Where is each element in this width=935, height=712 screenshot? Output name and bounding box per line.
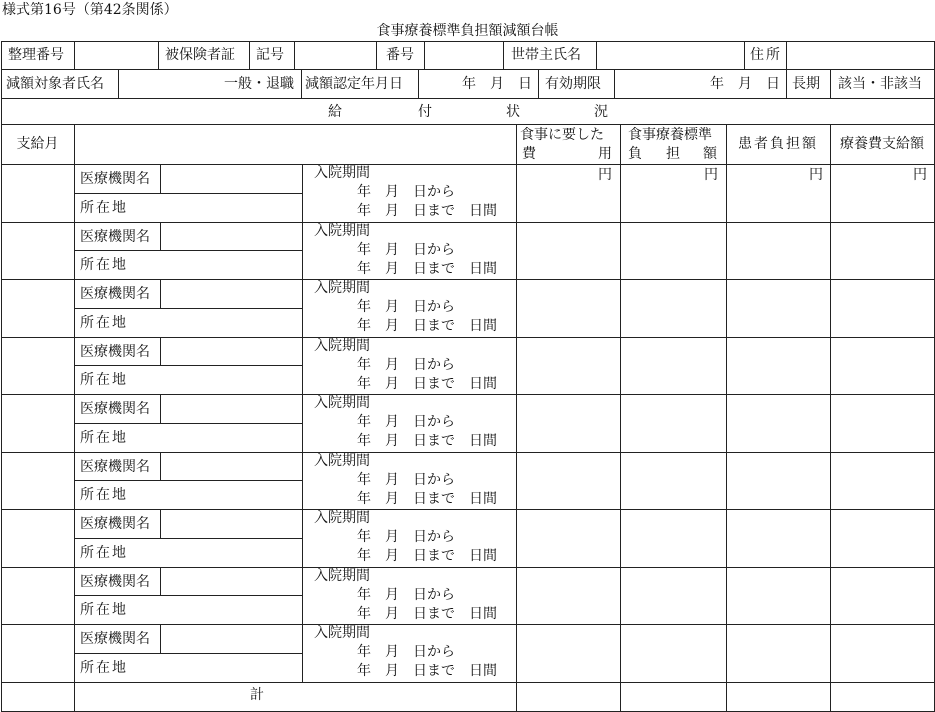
column-shokuji-hi: 費 bbox=[522, 146, 536, 162]
grid-line bbox=[74, 653, 302, 654]
grid-line bbox=[302, 509, 303, 567]
grid-line bbox=[160, 452, 161, 481]
label-total: 計 bbox=[250, 687, 264, 703]
grid-line bbox=[158, 41, 159, 69]
label-nyuin-from: 年 月 日から bbox=[357, 356, 455, 373]
label-iryo-kikan: 医療機関名 bbox=[80, 458, 150, 475]
grid-line bbox=[1, 337, 934, 338]
label-bango: 番号 bbox=[386, 47, 414, 63]
grid-line bbox=[74, 480, 302, 481]
label-nyuin-from: 年 月 日から bbox=[357, 529, 455, 545]
label-ippan-taishoku: 一般・退職 bbox=[224, 76, 294, 92]
grid-line bbox=[249, 41, 250, 69]
column-kanja-futan: 患者負担額 bbox=[738, 136, 818, 152]
section-fu: 付 bbox=[418, 104, 432, 120]
grid-line bbox=[160, 624, 161, 653]
label-shozaichi: 所在地 bbox=[80, 314, 128, 331]
section-kyufu: 給 bbox=[328, 104, 342, 120]
section-kyo: 況 bbox=[594, 104, 608, 120]
grid-line bbox=[302, 624, 303, 682]
label-gaito: 該当・非該当 bbox=[838, 76, 922, 92]
grid-line bbox=[1, 222, 934, 223]
grid-line bbox=[160, 509, 161, 538]
column-hyojun-line1: 食事療養標準 bbox=[628, 127, 712, 143]
label-iryo-kikan: 医療機関名 bbox=[80, 228, 150, 245]
grid-line bbox=[538, 69, 539, 98]
yen-mark: 円 bbox=[809, 167, 823, 183]
label-nyuin-to: 年 月 日まで 日間 bbox=[357, 663, 497, 679]
grid-line bbox=[1, 98, 934, 99]
grid-line bbox=[1, 69, 934, 70]
grid-line bbox=[74, 365, 302, 366]
label-nyuin-to: 年 月 日まで 日間 bbox=[357, 490, 497, 507]
label-nyuin-from: 年 月 日から bbox=[357, 184, 455, 200]
label-nyuin-from: 年 月 日から bbox=[357, 644, 455, 660]
label-iryo-kikan: 医療機関名 bbox=[80, 343, 150, 360]
label-nyuin-from: 年 月 日から bbox=[357, 241, 455, 258]
label-shozaichi: 所在地 bbox=[80, 544, 128, 561]
label-setai-nushi: 世帯主氏名 bbox=[511, 47, 581, 63]
grid-line bbox=[294, 41, 295, 69]
grid-line bbox=[1, 41, 934, 42]
label-shozaichi: 所在地 bbox=[80, 659, 128, 676]
grid-line bbox=[74, 41, 75, 69]
label-nyuin-to: 年 月 日まで 日間 bbox=[357, 605, 497, 622]
grid-line bbox=[160, 567, 161, 596]
label-shozaichi: 所在地 bbox=[80, 372, 128, 388]
label-choki: 長期 bbox=[792, 76, 820, 92]
yen-mark: 円 bbox=[913, 167, 927, 183]
label-shozaichi: 所在地 bbox=[80, 257, 128, 273]
column-ryoyo-shikyu: 療養費支給額 bbox=[840, 136, 924, 152]
grid-line bbox=[376, 41, 377, 69]
label-yuko-kigen: 有効期限 bbox=[545, 76, 601, 92]
grid-line bbox=[160, 394, 161, 423]
grid-line bbox=[1, 452, 934, 453]
label-taisho-shimei: 減額対象者氏名 bbox=[6, 76, 104, 92]
grid-line bbox=[418, 69, 419, 98]
grid-line bbox=[302, 164, 303, 222]
label-iryo-kikan: 医療機関名 bbox=[80, 516, 150, 532]
grid-line bbox=[302, 222, 303, 280]
grid-line bbox=[424, 41, 425, 69]
label-nyuin-kikan: 入院期間 bbox=[314, 395, 370, 411]
label-iryo-kikan: 医療機関名 bbox=[80, 401, 150, 417]
label-nyuin-kikan: 入院期間 bbox=[314, 165, 370, 181]
column-shokuji-line1: 食事に要した bbox=[520, 127, 604, 143]
label-nyuin-kikan: 入院期間 bbox=[314, 510, 370, 526]
yen-mark: 円 bbox=[598, 167, 612, 183]
grid-line bbox=[160, 164, 161, 193]
grid-line bbox=[74, 193, 302, 194]
grid-line bbox=[74, 595, 302, 596]
grid-line bbox=[830, 69, 831, 98]
grid-line bbox=[74, 308, 302, 309]
grid-line bbox=[74, 538, 302, 539]
form-number: 様式第16号（第42条関係） bbox=[2, 2, 178, 18]
grid-line bbox=[160, 279, 161, 308]
grid-line bbox=[614, 69, 615, 98]
grid-line bbox=[302, 567, 303, 625]
label-seiri-bango: 整理番号 bbox=[8, 47, 64, 63]
grid-line bbox=[302, 279, 303, 337]
grid-line bbox=[160, 337, 161, 366]
grid-line bbox=[118, 69, 119, 98]
yen-mark: 円 bbox=[704, 167, 718, 183]
grid-line bbox=[1, 394, 934, 395]
label-iryo-kikan: 医療機関名 bbox=[80, 631, 150, 647]
grid-line bbox=[786, 41, 787, 69]
grid-line bbox=[1, 509, 934, 510]
grid-line bbox=[1, 124, 934, 125]
grid-line bbox=[744, 41, 745, 69]
grid-line bbox=[302, 452, 303, 510]
ledger-title: 食事療養標準負担額減額台帳 bbox=[376, 23, 559, 39]
label-nyuin-from: 年 月 日から bbox=[357, 471, 455, 488]
label-nyuin-to: 年 月 日まで 日間 bbox=[357, 203, 497, 219]
label-nyuin-from: 年 月 日から bbox=[357, 299, 455, 315]
column-hyojun-tan: 担 bbox=[666, 146, 680, 162]
label-shozaichi: 所在地 bbox=[80, 487, 128, 503]
section-jo: 状 bbox=[506, 104, 520, 120]
grid-line bbox=[1, 164, 934, 165]
grid-line bbox=[503, 41, 504, 69]
label-nyuin-from: 年 月 日から bbox=[357, 414, 455, 430]
column-shokuji-yo: 用 bbox=[598, 146, 612, 162]
grid-line bbox=[1, 682, 934, 683]
grid-line bbox=[301, 69, 302, 98]
label-nyuin-kikan: 入院期間 bbox=[314, 222, 370, 239]
grid-line bbox=[1, 624, 934, 625]
label-iryo-kikan: 医療機関名 bbox=[80, 573, 150, 590]
grid-line bbox=[302, 394, 303, 452]
grid-line bbox=[160, 222, 161, 251]
label-shozaichi: 所在地 bbox=[80, 602, 128, 618]
label-nyuin-kikan: 入院期間 bbox=[314, 337, 370, 354]
grid-line bbox=[1, 567, 934, 568]
grid-line bbox=[74, 250, 302, 251]
label-nyuin-to: 年 月 日まで 日間 bbox=[357, 318, 497, 334]
label-nyuin-to: 年 月 日まで 日間 bbox=[357, 260, 497, 277]
grid-line bbox=[1, 279, 934, 280]
label-nyuin-kikan: 入院期間 bbox=[314, 567, 370, 584]
grid-line bbox=[74, 423, 302, 424]
label-iryo-kikan: 医療機関名 bbox=[80, 171, 150, 187]
label-nyuin-to: 年 月 日まで 日間 bbox=[357, 433, 497, 449]
label-nyuin-kikan: 入院期間 bbox=[314, 280, 370, 296]
grid-line bbox=[786, 69, 787, 98]
label-iryo-kikan: 医療機関名 bbox=[80, 286, 150, 302]
expiry-date-value: 年 月 日 bbox=[710, 76, 780, 92]
label-nyuin-to: 年 月 日まで 日間 bbox=[357, 548, 497, 564]
label-nyuin-to: 年 月 日まで 日間 bbox=[357, 375, 497, 392]
column-shikyu-tsuki: 支給月 bbox=[16, 136, 59, 152]
label-kigo: 記号 bbox=[256, 47, 284, 63]
grid-line bbox=[302, 337, 303, 395]
label-hihokensha-sho: 被保険者証 bbox=[165, 47, 235, 63]
column-hyojun-gaku: 額 bbox=[703, 146, 717, 162]
nintei-date-value: 年 月 日 bbox=[462, 76, 532, 92]
label-nintei-date: 減額認定年月日 bbox=[305, 76, 403, 92]
grid-line bbox=[596, 41, 597, 69]
label-shozaichi: 所在地 bbox=[80, 429, 128, 446]
label-nyuin-kikan: 入院期間 bbox=[314, 625, 370, 641]
label-shozaichi: 所在地 bbox=[80, 199, 128, 216]
label-nyuin-from: 年 月 日から bbox=[357, 586, 455, 603]
column-hyojun-fu: 負 bbox=[628, 146, 642, 162]
label-jusho: 住所 bbox=[750, 47, 782, 63]
label-nyuin-kikan: 入院期間 bbox=[314, 452, 370, 469]
